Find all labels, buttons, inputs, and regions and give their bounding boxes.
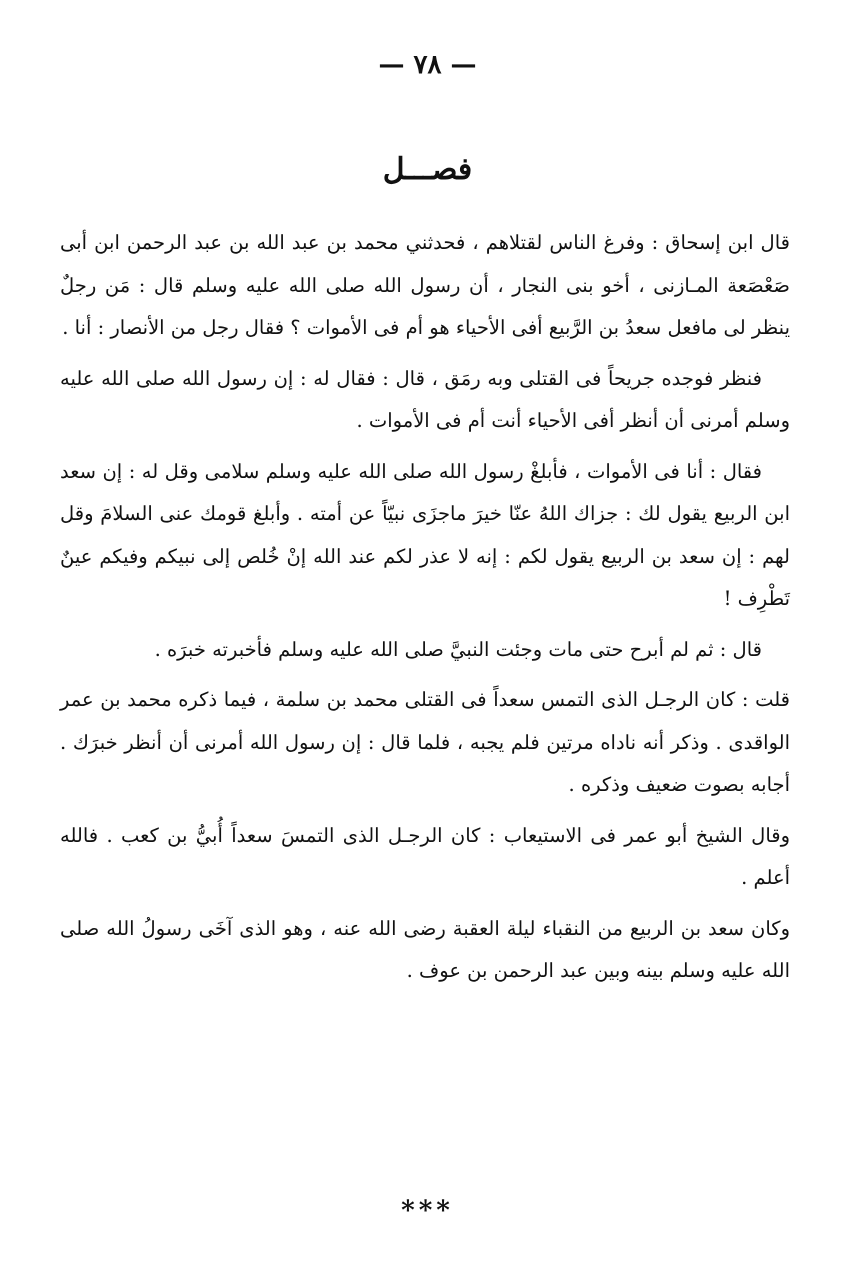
paragraph-5: قلت : كان الرجـل الذى التمس سعداً فى القتلى محمد بن سلمة ، فيما ذكره محمد بن عمر الواقدى . وذكر أنه ناداه مرتين فلم يجبه ، فلما قال : إن رسول الله أمرنى أن أنظر خبرَك . أجابه بصوت ضعيف وذكره .: [60, 688, 790, 796]
paragraph-4: قال : ثم لم أبرح حتى مات وجئت النبيَّ صلى الله عليه وسلم فأخبرته خبرَه .: [154, 637, 762, 661]
paragraph-3: فقال : أنا فى الأموات ، فأبلغْ رسول الله صلى الله عليه وسلم سلامى وقل له : إن سعد ابن الربيع يقول لك : جزاك اللهُ عنّا خيرَ ماجزَى نبيّاً عن أمته . وأبلغ قومك عنى السلامَ وقل لهم : إن سعد بن الربيع يقول لكم : إنه لا عذر لكم عند الله إنْ خُلص إلى نبيكم وفيكم عينٌ تَطْرِف !: [60, 459, 790, 610]
paragraph-1: قال ابن إسحاق : وفرغ الناس لقتلاهم ، فحدثني محمد بن عبد الله بن عبد الرحمن ابن أبى صَعْصَعة المـازنى ، أخو بنى النجار ، أن رسول الله صلى الله عليه وسلم قال : مَن رجلٌ ينظر لى مافعل سعدُ بن الرَّبيع أفى الأحياء هو أم فى الأموات ؟ فقال رجل من الأنصار : أنا .: [60, 231, 790, 339]
section-end-mark: ***: [401, 1196, 454, 1226]
body-text: [60, 222, 790, 1001]
section-title: فصـــل: [382, 152, 473, 187]
paragraph-7: وكان سعد بن الربيع من النقباء ليلة العقبة رضى الله عنه ، وهو الذى آخَى رسولُ الله صلى الله عليه وسلم بينه وبين عبد الرحمن بن عوف .: [60, 916, 790, 982]
paragraph-2: فنظر فوجده جريحاً فى القتلى وبه رمَق ، قال : فقال له : إن رسول الله صلى الله عليه وسلم أمرنى أن أنظر أفى الأحياء أنت أم فى الأموات .: [60, 366, 790, 432]
paragraph-6: وقال الشيخ أبو عمر فى الاستيعاب : كان الرجـل الذى التمسَ سعداً أُبيُّ بن كعب . فالله أعلم .: [60, 823, 790, 889]
page-number: — ٧٨ —: [378, 50, 477, 80]
